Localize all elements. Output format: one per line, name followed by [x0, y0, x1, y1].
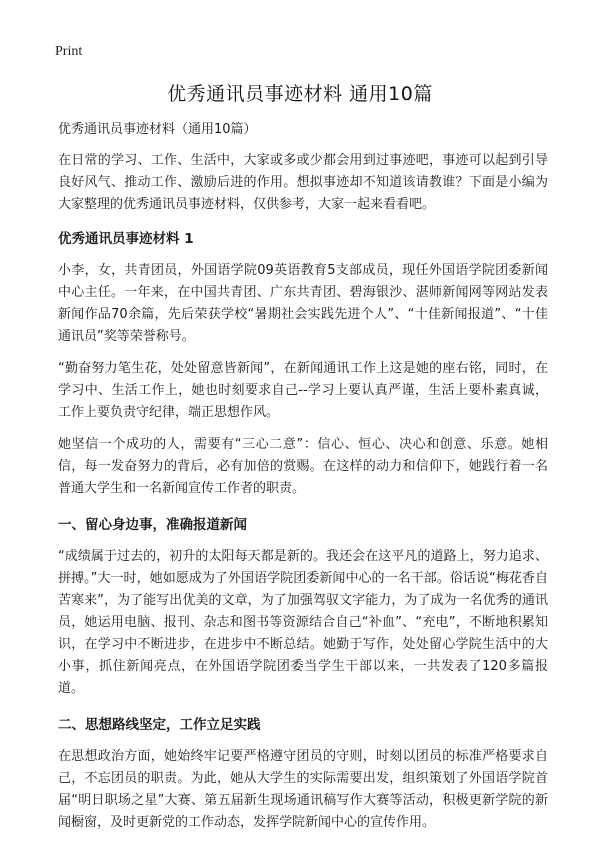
section-heading-b: 二、思想路线坚定，工作立足实践 — [58, 717, 261, 733]
article-subtitle: 优秀通讯员事迹材料（通用10篇） — [58, 122, 257, 137]
paragraph-3: 她坚信一个成功的人，需要有“三心二意”：信心、恒心、决心和创意、乐意。她相信，每一发奋努力的背后，必有加倍的赏赐。在这样的动力和信仰下，她践行着一名普通大学生和一名新闻宣传工作者的职责。 — [58, 437, 548, 496]
article-body — [58, 120, 548, 844]
page-title: 优秀通讯员事迹材料 通用10篇 — [167, 83, 433, 105]
paragraph-1: 小李，女，共青团员，外国语学院09英语教育5支部成员，现任外国语学院团委新闻中心主任。一年来，在中国共青团、广东共青团、碧海银沙、湛师新闻网等网站发表新闻作品70余篇，先后荣获学校“暑期社会实践先进个人”、“十佳新闻报道”、“十佳通讯员”奖等荣誉称号。 — [58, 263, 548, 344]
print-link[interactable]: Print — [55, 44, 83, 59]
intro-paragraph: 在日常的学习、工作、生活中，大家或多或少都会用到过事迹吧，事迹可以起到引导良好风气、推动工作、激励后进的作用。想拟事迹却不知道该请教谁？下面是小编为大家整理的优秀通讯员事迹材料，仅供参考，大家一起来看看吧。 — [58, 153, 548, 212]
paragraph-5: 在思想政治方面，她始终牢记要严格遵守团员的守则，时刻以团员的标准严格要求自己，不忘团员的职责。为此，她从大学生的实际需要出发，组织策划了外国语学院首届“明日职场之星”大赛、第五届新生现场通讯稿写作大赛等活动，积极更新学院的新闻橱窗，及时更新党的工作动态，发挥学院新闻中心的宣传作用。 — [58, 749, 548, 830]
paragraph-2: “勤奋努力笔生花，处处留意皆新闻”，在新闻通讯工作上这是她的座右铭，同时，在学习中、生活工作上，她也时刻要求自己--学习上要认真严谨，生活上要朴素真诚，工作上要负责守纪律，端正思想作风。 — [58, 361, 548, 420]
paragraph-4: “成绩属于过去的，初升的太阳每天都是新的。我还会在这平凡的道路上，努力追求、拼搏。”大一时，她如愿成为了外国语学院团委新闻中心的一名干部。俗话说“梅花香自苦寒来”，为了能写出优美的文章，为了加强驾驭文字能力，为了成为一名优秀的通讯员，她运用电脑、报刊、杂志和图书等资源结合自己“补血”、“充电”，不断地积累知识，在学习中不断进步，在进步中不断总结。她勤于写作，处处留心学院生活中的大小事，抓住新闻亮点，在外国语学院团委当学生干部以来，一共发表了120多篇报道。 — [58, 549, 548, 696]
section-heading-1: 优秀通讯员事迹材料 1 — [58, 231, 194, 247]
section-heading-a: 一、留心身边事，准确报道新闻 — [58, 517, 247, 533]
